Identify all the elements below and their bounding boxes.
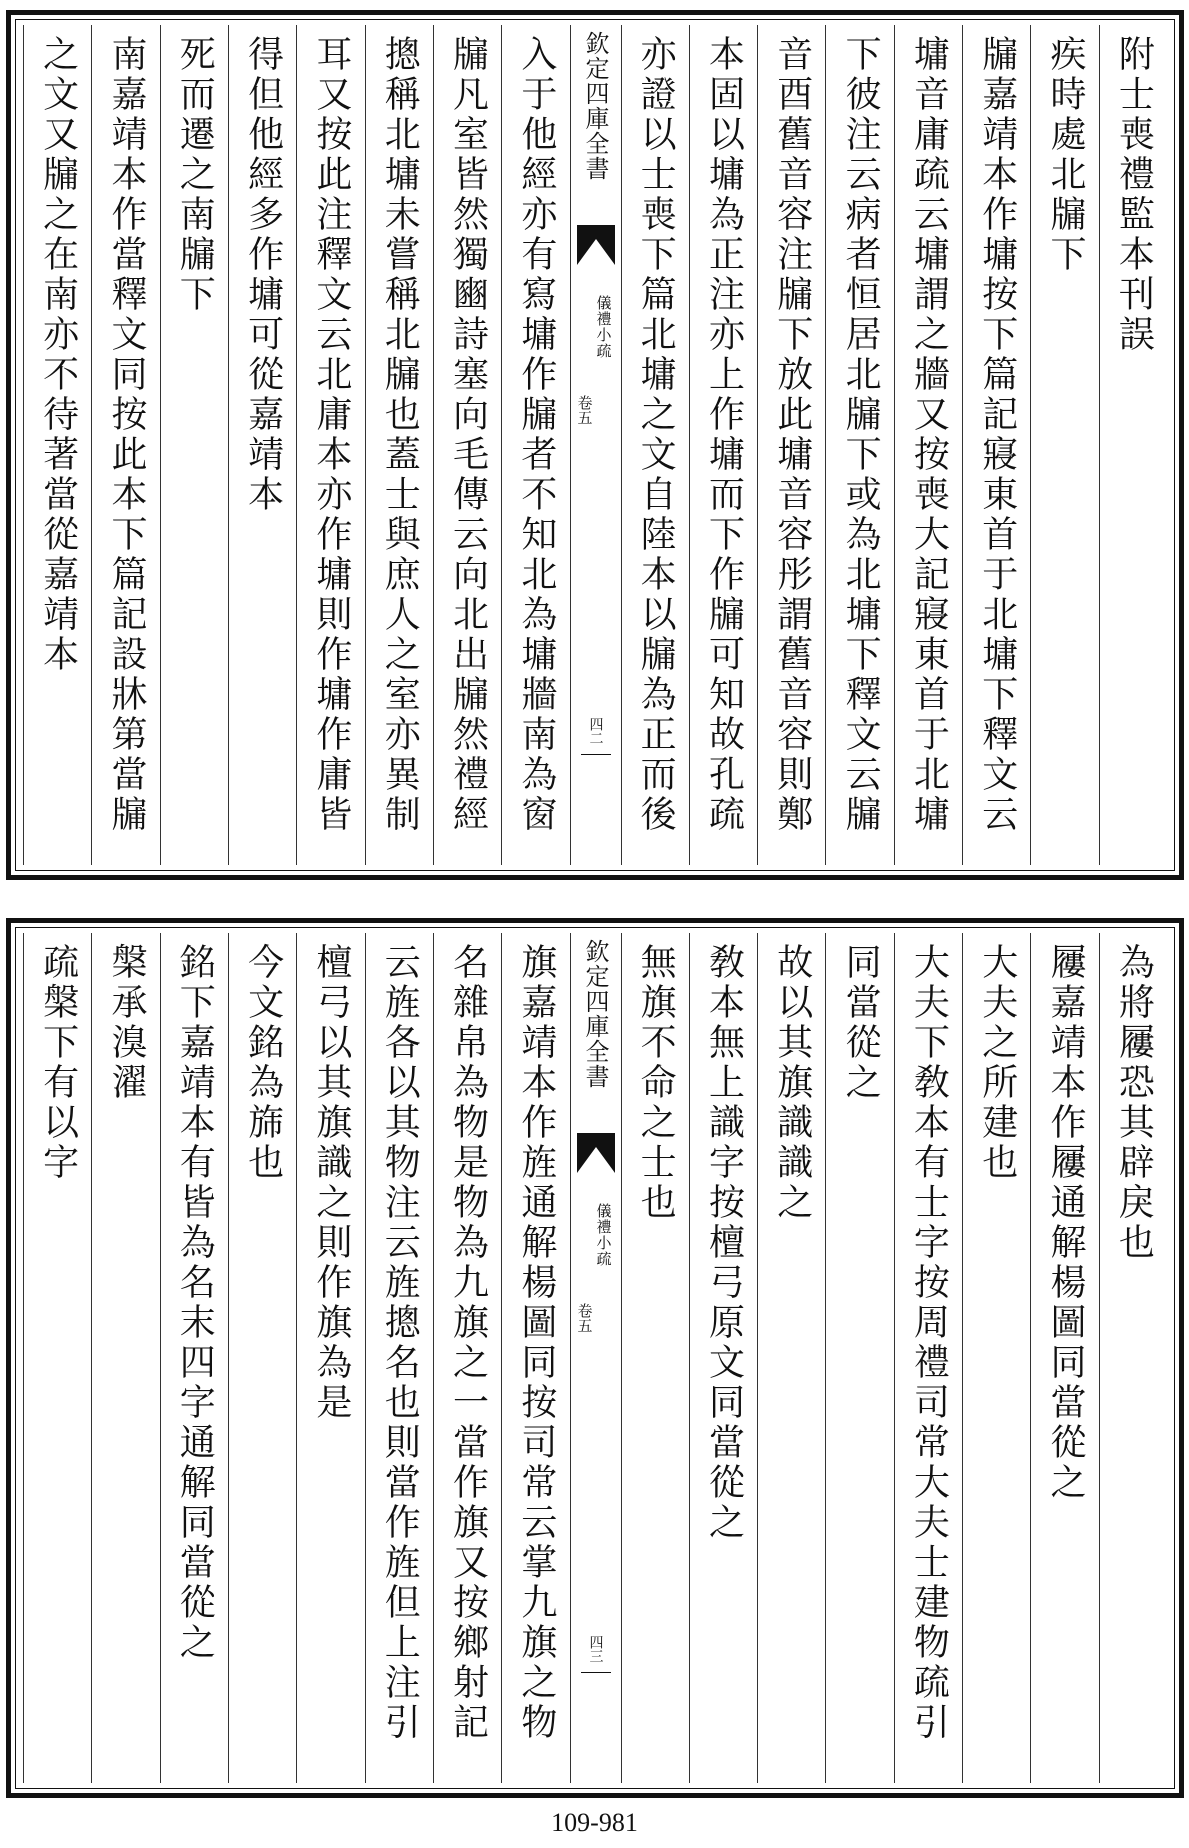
column-text: 疏槃下有以字 xyxy=(37,943,79,1183)
center-rule xyxy=(581,754,611,755)
center-column xyxy=(570,25,621,865)
leaf-number: 四二 xyxy=(587,717,604,745)
column-text: 名雜帛為物是物為九旗之一當作旗又按鄉射記 xyxy=(447,943,489,1743)
column-text: 附士喪禮監本刊誤 xyxy=(1113,35,1155,355)
column-text: 南嘉靖本作當釋文同按此本下篇記設牀第當牖 xyxy=(105,35,147,835)
column-text: 死而遷之南牖下 xyxy=(174,35,216,315)
text-column xyxy=(501,25,569,865)
text-column xyxy=(757,25,825,865)
center-column xyxy=(570,933,621,1783)
text-column xyxy=(433,25,501,865)
column-text: 牖嘉靖本作墉按下篇記寢東首于北墉下釋文云 xyxy=(976,35,1018,835)
text-column xyxy=(91,25,159,865)
text-column xyxy=(365,25,433,865)
text-column xyxy=(296,933,364,1783)
text-column xyxy=(689,25,757,865)
column-text: 得但他經多作墉可從嘉靖本 xyxy=(242,35,284,515)
text-columns-top xyxy=(23,25,1167,865)
column-text: 同當從之 xyxy=(840,943,882,1103)
text-column xyxy=(825,933,893,1783)
text-column xyxy=(1099,25,1167,865)
page-block-top xyxy=(6,10,1184,880)
center-rule xyxy=(581,1672,611,1673)
column-text: 摠稱北墉未嘗稱北牖也蓋士與庶人之室亦異制 xyxy=(379,35,421,835)
column-text: 耳又按此注釋文云北庸本亦作墉則作墉作庸皆 xyxy=(310,35,352,835)
text-column xyxy=(160,933,228,1783)
text-column xyxy=(621,25,689,865)
column-text: 故以其旗識識之 xyxy=(771,943,813,1223)
fishtail-mark xyxy=(577,225,615,265)
column-text: 之文又牖之在南亦不待著當從嘉靖本 xyxy=(37,35,79,675)
column-text: 敎本無上識字按檀弓原文同當從之 xyxy=(703,943,745,1543)
column-text: 牖凡室皆然獨豳詩塞向毛傳云向北出牖然禮經 xyxy=(447,35,489,835)
text-column xyxy=(1030,933,1098,1783)
text-column xyxy=(160,25,228,865)
text-column xyxy=(894,933,962,1783)
text-column xyxy=(228,25,296,865)
column-text: 入于他經亦有寫墉作牖者不知北為墉牆南為窗 xyxy=(515,35,557,835)
column-text: 今文銘為旆也 xyxy=(242,943,284,1183)
leaf-number: 四三 xyxy=(587,1635,604,1663)
text-column xyxy=(433,933,501,1783)
book-title: 儀禮小疏 xyxy=(594,1203,613,1267)
column-text: 墉音庸疏云墉謂之牆又按喪大記寢東首于北墉 xyxy=(908,35,950,835)
column-text: 檀弓以其旗識之則作旗為是 xyxy=(310,943,352,1423)
text-column xyxy=(23,933,91,1783)
text-column xyxy=(757,933,825,1783)
text-column xyxy=(962,25,1030,865)
text-column xyxy=(1030,25,1098,865)
text-column xyxy=(825,25,893,865)
volume-label: 卷五 xyxy=(575,395,594,425)
book-title: 儀禮小疏 xyxy=(594,295,613,359)
text-column xyxy=(621,933,689,1783)
column-text: 槃承溴濯 xyxy=(105,943,147,1103)
text-column xyxy=(501,933,569,1783)
text-column xyxy=(228,933,296,1783)
fishtail-mark xyxy=(577,1133,615,1173)
text-column xyxy=(296,25,364,865)
text-columns-bottom xyxy=(23,933,1167,1783)
column-text: 下彼注云病者恒居北牖下或為北墉下釋文云牖 xyxy=(840,35,882,835)
text-column xyxy=(365,933,433,1783)
column-text: 亦證以士喪下篇北墉之文自陸本以牖為正而後 xyxy=(635,35,677,835)
collection-title: 欽定四庫全書 xyxy=(581,939,609,1089)
column-text: 大夫下敎本有士字按周禮司常大夫士建物疏引 xyxy=(908,943,950,1743)
column-text: 銘下嘉靖本有皆為名末四字通解同當從之 xyxy=(174,943,216,1663)
column-text: 疾時處北牖下 xyxy=(1045,35,1087,275)
text-column xyxy=(23,25,91,865)
text-column xyxy=(894,25,962,865)
collection-title: 欽定四庫全書 xyxy=(581,31,609,181)
text-column xyxy=(91,933,159,1783)
text-column xyxy=(689,933,757,1783)
text-column xyxy=(962,933,1030,1783)
volume-label: 卷五 xyxy=(575,1303,594,1333)
column-text: 為將屨恐其辟戾也 xyxy=(1113,943,1155,1263)
column-text: 本固以墉為正注亦上作墉而下作牖可知故孔疏 xyxy=(703,35,745,835)
column-text: 屨嘉靖本作屨通解楊圖同當從之 xyxy=(1045,943,1087,1503)
column-text: 旗嘉靖本作旌通解楊圖同按司常云掌九旗之物 xyxy=(515,943,557,1743)
column-text: 大夫之所建也 xyxy=(976,943,1018,1183)
column-text: 音酉舊音容注牖下放此墉音容彤謂舊音容則鄭 xyxy=(771,35,813,835)
column-text: 無旗不命之士也 xyxy=(635,943,677,1223)
text-column xyxy=(1099,933,1167,1783)
column-text: 云旌各以其物注云旌摠名也則當作旌但上注引 xyxy=(379,943,421,1743)
page-block-bottom xyxy=(6,918,1184,1798)
page-number: 109-981 xyxy=(551,1808,638,1837)
